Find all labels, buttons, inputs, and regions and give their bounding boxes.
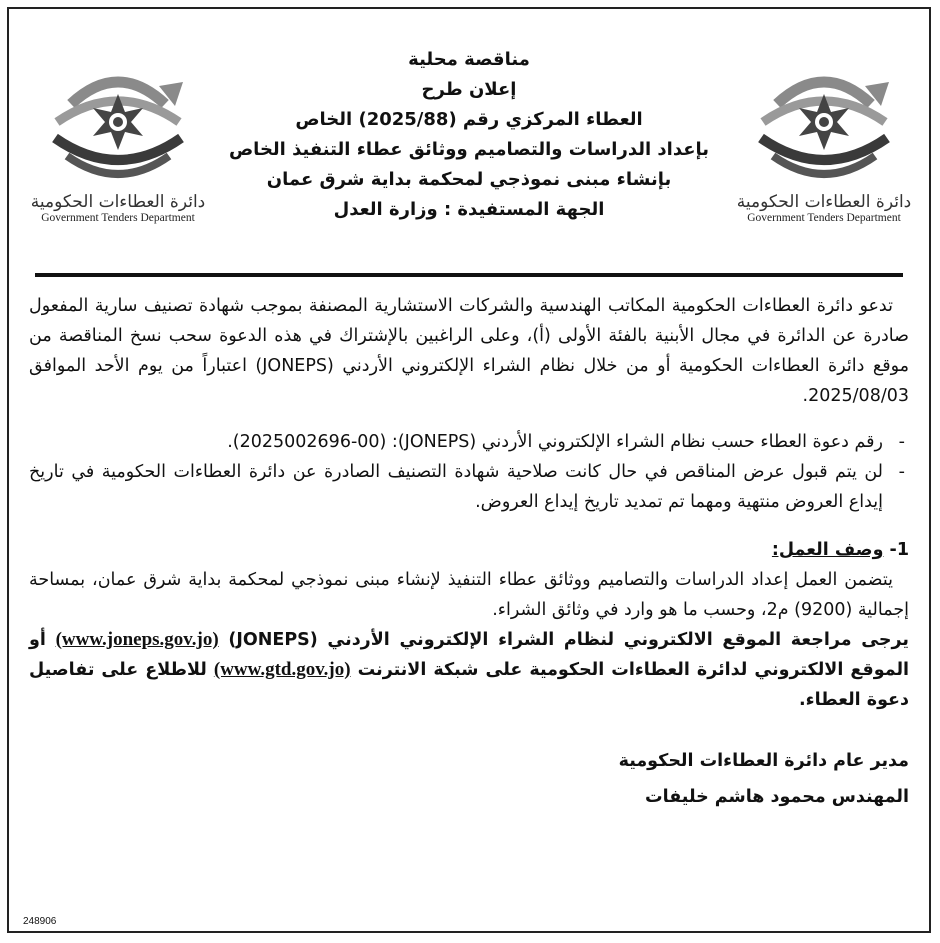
globe-logo-icon	[749, 64, 899, 182]
gtd-logo-right	[729, 64, 919, 244]
signatory-position: مدير عام دائرة العطاءات الحكومية	[618, 751, 909, 771]
intro-paragraph	[29, 291, 909, 411]
logo-english-text: Government Tenders Department	[747, 212, 901, 224]
work-description: يتضمن العمل إعداد الدراسات والتصاميم ووثائق عطاء التنفيذ لإنشاء مبنى نموذجي لمحكمة بداية شرق عمان، بمساحة إجمالية (9200) م2، وحسب ما هو وارد في وثائق الشراء.	[29, 570, 909, 620]
logo-english-text: Government Tenders Department	[41, 212, 195, 224]
section-number: 1-	[889, 540, 909, 560]
logo-arabic-text: دائرة العطاءات الحكومية	[736, 192, 912, 212]
bullet-list	[29, 427, 909, 517]
gtd-link[interactable]: (www.gtd.gov.jo)	[213, 659, 351, 680]
notice-text: يرجى مراجعة الموقع الالكتروني لنظام الشراء الإلكتروني الأردني (JONEPS)	[228, 630, 909, 650]
title-block	[209, 45, 729, 225]
intro-line: الدعوة سحب نسخ المناقصة من موقع دائرة العطاءات الحكومية أو من خلال نظام الشراء	[29, 326, 909, 376]
title-line: مناقصة محلية	[408, 49, 530, 70]
list-item	[29, 457, 909, 517]
joneps-link[interactable]: (www.joneps.gov.jo)	[55, 629, 219, 650]
ad-number: 248906	[23, 916, 57, 927]
intro-line: سارية المفعول صادرة عن الدائرة في مجال الأبنية بالفئة الأولى (أ)، وعلى الراغبين بالإشتراك في هذه	[29, 296, 909, 346]
notice-paragraph	[29, 625, 909, 715]
intro-line: تدعو دائرة العطاءات الحكومية المكاتب الهندسية والشركات الاستشارية المصنفة بموجب شهادة تصنيف	[143, 296, 893, 316]
logo-arabic-text: دائرة العطاءات الحكومية	[30, 192, 206, 212]
title-line: الجهة المستفيدة : وزارة العدل	[333, 199, 605, 220]
header-divider	[35, 273, 903, 277]
globe-logo-icon	[43, 64, 193, 182]
section-title: وصف العمل:	[771, 540, 884, 560]
gtd-logo-left	[23, 64, 213, 244]
list-item	[29, 427, 909, 457]
title-line: العطاء المركزي رقم (2025/88) الخاص	[295, 109, 643, 130]
title-line: بإنشاء مبنى نموذجي لمحكمة بداية شرق عمان	[266, 169, 672, 190]
header	[9, 9, 929, 271]
intro-line: الإلكتروني الأردني (JONEPS) اعتباراً من يوم الأحد الموافق 2025/08/03.	[29, 356, 909, 406]
title-line: إعلان طرح	[421, 79, 517, 100]
signatory-name: المهندس محمود هاشم خليفات	[645, 787, 909, 807]
tender-announcement	[7, 7, 931, 933]
title-line: بإعداد الدراسات والتصاميم ووثائق عطاء التنفيذ الخاص	[228, 139, 710, 160]
bullet-dash: -	[898, 462, 905, 482]
notice-text: أو الموقع الالكتروني لدائرة العطاءات الحكومية على شبكة الانترنت	[29, 630, 910, 680]
signature-block	[29, 743, 909, 815]
section-heading	[29, 535, 909, 565]
notice-text: للاطلاع على تفاصيل دعوة العطاء.	[29, 660, 909, 710]
announcement-body	[29, 291, 909, 815]
bullet-dash: -	[898, 432, 905, 452]
bullet-text: رقم دعوة العطاء حسب نظام الشراء الإلكتروني الأردني (JONEPS): (2025002696-00).	[227, 432, 883, 452]
bullet-text: لن يتم قبول عرض المناقص في حال كانت صلاحية شهادة التصنيف الصادرة عن دائرة العطاءات الحكومية في تاريخ إيداع العروض منتهية ومهما تم تمديد تاريخ إيداع العروض.	[29, 462, 883, 512]
